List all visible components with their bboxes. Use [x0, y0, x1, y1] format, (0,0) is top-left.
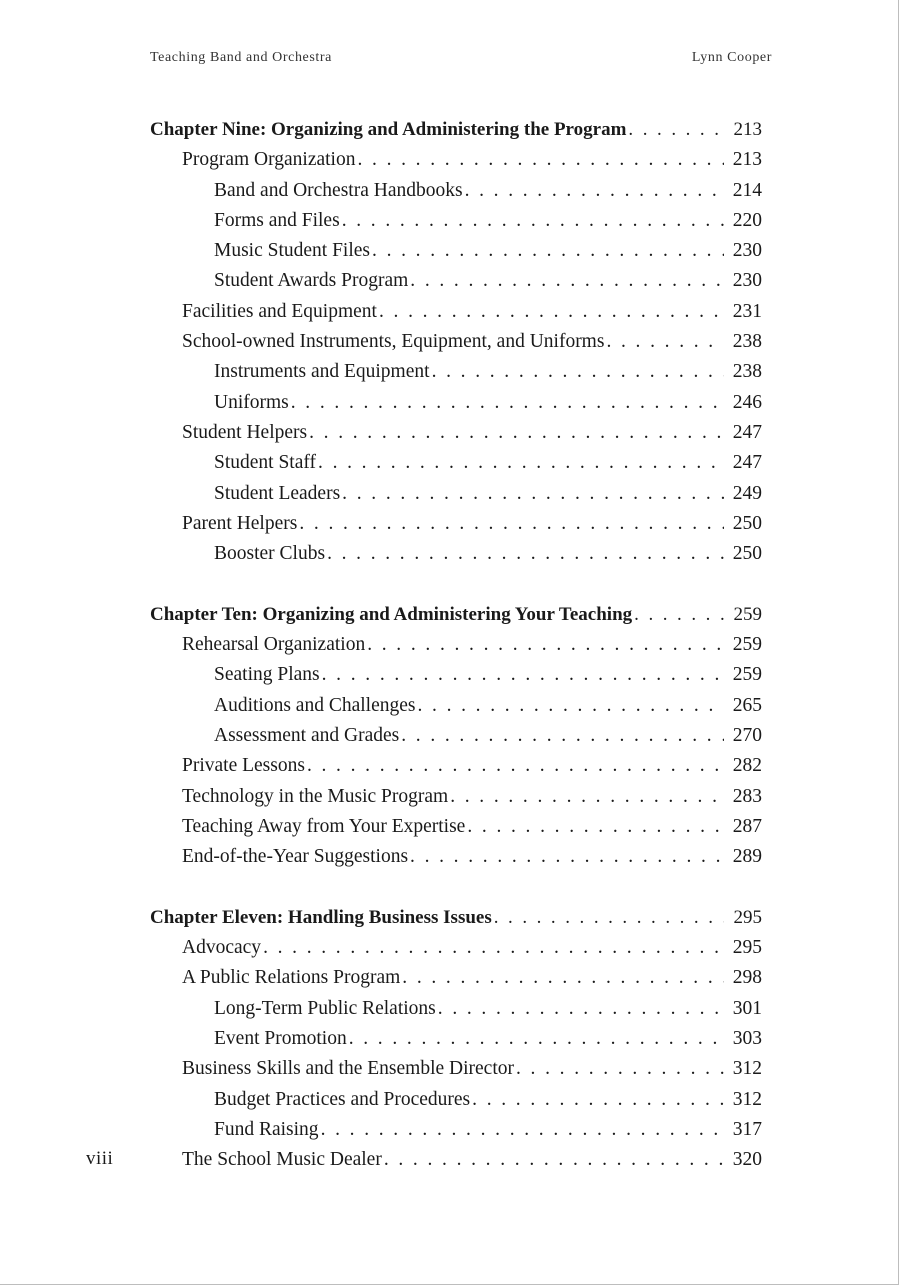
dot-leader	[494, 903, 724, 933]
toc-entry-page: 214	[732, 179, 762, 201]
toc-entry-title: Student Leaders	[214, 482, 341, 504]
toc-entry-page: 301	[732, 997, 762, 1019]
toc-entry-page: 230	[732, 270, 762, 292]
toc-section-entry	[150, 963, 762, 993]
toc-section-entry	[150, 1054, 762, 1084]
toc-entry-title: Booster Clubs	[214, 543, 326, 565]
toc-entry-page: 259	[733, 603, 762, 625]
toc-entry-title: Student Staff	[214, 452, 317, 474]
dot-leader	[309, 418, 724, 448]
toc-entry-title: Facilities and Equipment	[182, 300, 377, 322]
toc-section-entry	[150, 751, 762, 781]
toc-entry-page: 231	[732, 300, 762, 322]
toc-subsection-entry	[150, 994, 762, 1024]
toc-entry-title: Student Awards Program	[214, 270, 409, 292]
dot-leader	[402, 963, 724, 993]
dot-leader	[291, 388, 724, 418]
toc-section-entry	[150, 1145, 762, 1175]
toc-section-entry	[150, 145, 762, 175]
dot-leader	[432, 357, 724, 387]
toc-entry-title: A Public Relations Program	[182, 967, 401, 989]
dot-leader	[379, 297, 724, 327]
toc-section-entry	[150, 842, 762, 872]
dot-leader	[450, 782, 724, 812]
dot-leader	[321, 1115, 724, 1145]
toc-subsection-entry	[150, 1024, 762, 1054]
toc-entry-title: School-owned Instruments, Equipment, and Uniforms	[182, 331, 605, 353]
toc-entry-page: 312	[732, 1058, 762, 1080]
toc-subsection-entry	[150, 1085, 762, 1115]
toc-entry-page: 298	[732, 967, 762, 989]
dot-leader	[467, 812, 724, 842]
toc-chapter-heading	[150, 115, 762, 145]
toc-entry-title: Teaching Away from Your Expertise	[182, 815, 466, 837]
dot-leader	[372, 236, 724, 266]
toc-section-entry	[150, 327, 762, 357]
toc-entry-title: Uniforms	[214, 391, 289, 413]
toc-entry-page: 283	[732, 785, 762, 807]
toc-entry-title: Forms and Files	[214, 209, 340, 231]
dot-leader	[472, 1085, 724, 1115]
toc-entry-page: 270	[732, 724, 762, 746]
toc-entry-page: 295	[732, 937, 762, 959]
toc-chapter-heading	[150, 600, 762, 630]
toc-entry-title: Budget Practices and Procedures	[214, 1088, 471, 1110]
toc-entry-title: End-of-the-Year Suggestions	[182, 846, 409, 868]
dot-leader	[410, 266, 724, 296]
toc-subsection-entry	[150, 539, 762, 569]
toc-entry-title: Technology in the Music Program	[182, 785, 449, 807]
toc-entry-title: The School Music Dealer	[182, 1149, 382, 1171]
dot-leader	[401, 721, 724, 751]
dot-leader	[342, 479, 724, 509]
toc-entry-title: Instruments and Equipment	[214, 361, 430, 383]
dot-leader	[318, 448, 724, 478]
toc-section-entry	[150, 630, 762, 660]
toc-entry-title: Music Student Files	[214, 240, 371, 262]
dot-leader	[263, 933, 724, 963]
toc-section-entry	[150, 418, 762, 448]
dot-leader	[349, 1024, 724, 1054]
toc-subsection-entry	[150, 236, 762, 266]
toc-entry-page: 259	[732, 634, 762, 656]
dot-leader	[342, 206, 724, 236]
page-number: viii	[86, 1148, 114, 1169]
toc-entry-page: 295	[733, 906, 762, 928]
toc-entry-page: 230	[732, 240, 762, 262]
toc-chapter-heading	[150, 903, 762, 933]
dot-leader	[384, 1145, 724, 1175]
toc-entry-page: 250	[732, 512, 762, 534]
dot-leader	[410, 842, 724, 872]
toc-entry-page: 317	[732, 1118, 762, 1140]
toc-entry-page: 303	[732, 1027, 762, 1049]
toc-entry-title: Assessment and Grades	[214, 724, 400, 746]
toc-entry-title: Auditions and Challenges	[214, 694, 416, 716]
toc-subsection-entry	[150, 176, 762, 206]
dot-leader	[307, 751, 724, 781]
toc-entry-title: Chapter Nine: Organizing and Administering the Program	[150, 119, 627, 140]
toc-entry-page: 259	[732, 664, 762, 686]
toc-entry-page: 320	[732, 1149, 762, 1171]
toc-section-entry	[150, 297, 762, 327]
toc-entry-title: Rehearsal Organization	[182, 634, 366, 656]
toc-subsection-entry	[150, 660, 762, 690]
toc-subsection-entry	[150, 206, 762, 236]
toc-entry-title: Long-Term Public Relations	[214, 997, 436, 1019]
toc-subsection-entry	[150, 691, 762, 721]
toc-subsection-entry	[150, 479, 762, 509]
toc-entry-page: 246	[732, 391, 762, 413]
toc-entry-title: Student Helpers	[182, 421, 308, 443]
dot-leader	[438, 994, 724, 1024]
toc-entry-title: Fund Raising	[214, 1118, 319, 1140]
toc-entry-title: Parent Helpers	[182, 512, 298, 534]
toc-entry-title: Chapter Eleven: Handling Business Issues	[150, 906, 492, 928]
dot-leader	[299, 509, 724, 539]
toc-entry-title: Seating Plans	[214, 664, 320, 686]
dot-leader	[327, 539, 724, 569]
toc-entry-page: 312	[732, 1088, 762, 1110]
dot-leader	[516, 1054, 724, 1084]
toc-entry-page: 213	[732, 149, 762, 171]
toc-entry-page: 265	[732, 694, 762, 716]
toc-section-entry	[150, 933, 762, 963]
toc-entry-title: Band and Orchestra Handbooks	[214, 179, 463, 201]
toc-entry-page: 247	[732, 421, 762, 443]
toc-subsection-entry	[150, 721, 762, 751]
toc-entry-page: 289	[732, 846, 762, 868]
toc-subsection-entry	[150, 388, 762, 418]
toc-entry-title: Business Skills and the Ensemble Director	[182, 1058, 514, 1080]
toc-entry-page: 213	[733, 119, 762, 140]
toc-entry-page: 250	[732, 543, 762, 565]
dot-leader	[606, 327, 724, 357]
toc-section-entry	[150, 812, 762, 842]
toc-entry-page: 238	[732, 361, 762, 383]
dot-leader	[322, 660, 724, 690]
dot-leader	[628, 115, 724, 145]
toc-subsection-entry	[150, 1115, 762, 1145]
toc-entry-title: Private Lessons	[182, 755, 305, 777]
running-head-book-title: Teaching Band and Orchestra	[150, 50, 332, 65]
toc-entry-page: 249	[732, 482, 762, 504]
running-head-author: Lynn Cooper	[691, 50, 772, 65]
toc-entry-title: Program Organization	[182, 149, 356, 171]
toc-entry-page: 220	[732, 209, 762, 231]
toc-entry-page: 287	[732, 815, 762, 837]
toc-section-entry	[150, 782, 762, 812]
toc-entry-page: 282	[732, 755, 762, 777]
toc-subsection-entry	[150, 357, 762, 387]
toc-entry-title: Event Promotion	[214, 1027, 347, 1049]
toc-entry-page: 238	[732, 331, 762, 353]
toc-subsection-entry	[150, 448, 762, 478]
dot-leader	[465, 176, 724, 206]
table-of-contents	[150, 115, 762, 1175]
toc-entry-title: Advocacy	[182, 937, 262, 959]
toc-chapter-block	[150, 115, 762, 569]
dot-leader	[367, 630, 724, 660]
toc-chapter-block	[150, 600, 762, 873]
toc-entry-title: Chapter Ten: Organizing and Administering Your Teaching	[150, 603, 633, 625]
toc-section-entry	[150, 509, 762, 539]
toc-chapter-block	[150, 903, 762, 1176]
toc-subsection-entry	[150, 266, 762, 296]
running-head	[150, 50, 772, 66]
toc-entry-page: 247	[732, 452, 762, 474]
dot-leader	[357, 145, 724, 175]
dot-leader	[417, 691, 724, 721]
dot-leader	[634, 600, 724, 630]
